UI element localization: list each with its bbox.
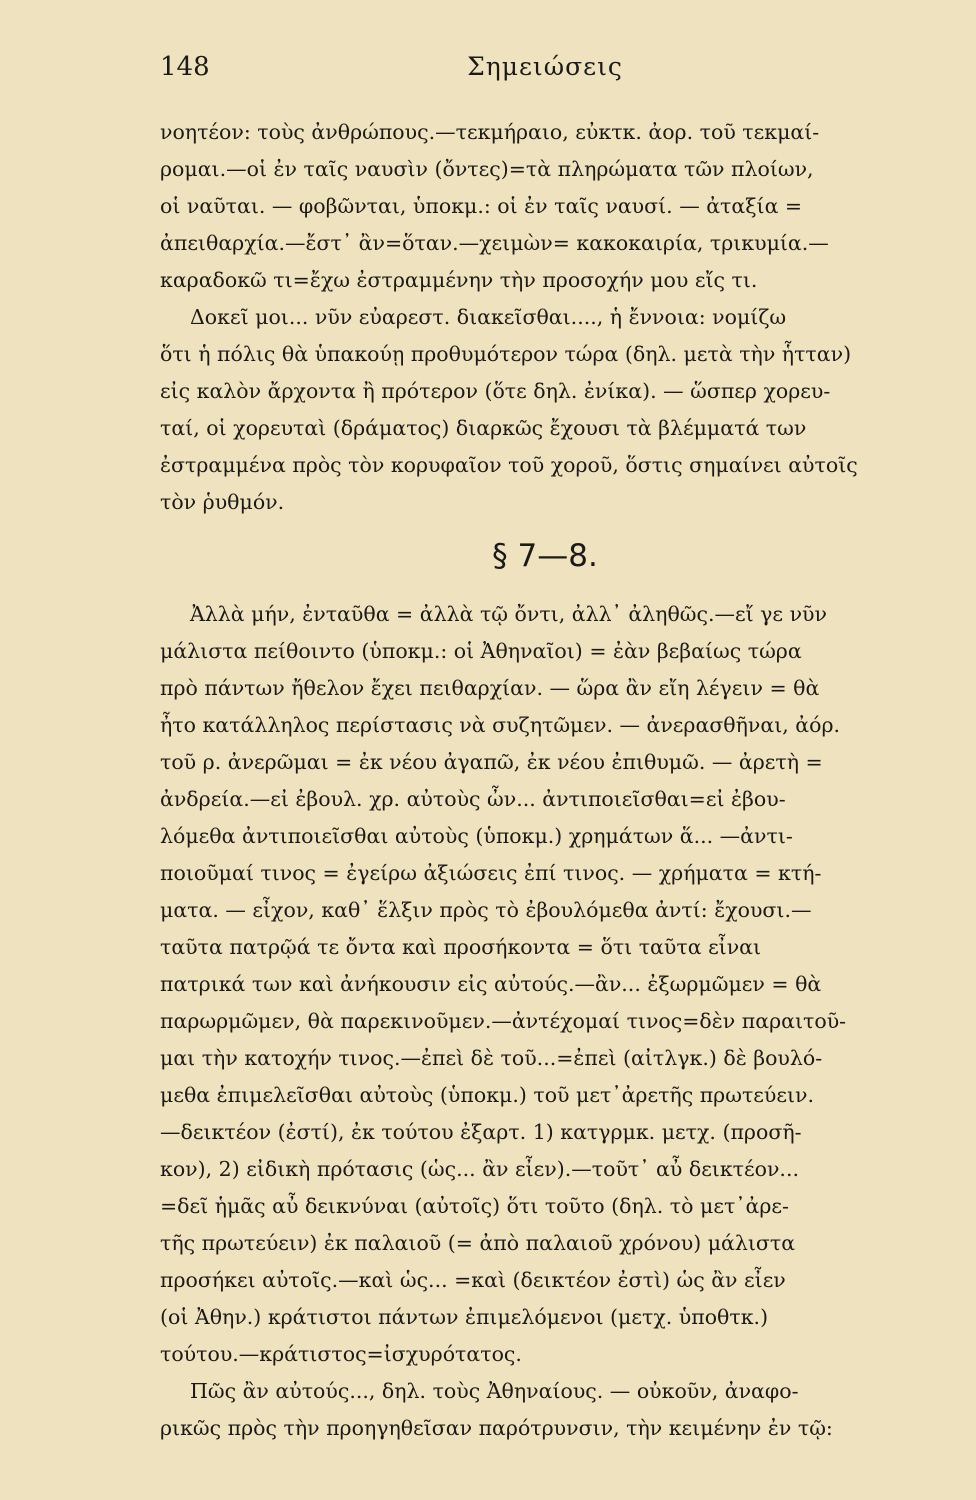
text-line: μεθα ἐπιμελεῖσθαι αὐτοὺς (ὑποκμ.) τοῦ μετ᾽ἀρετῆς πρωτεύειν.: [160, 1083, 815, 1107]
running-header: [160, 52, 930, 88]
text-line: τὸν ῥυθμόν.: [160, 490, 285, 514]
page-body: [160, 114, 930, 1447]
text-line: ταί, οἱ χορευταὶ (δράματος) διαρκῶς ἔχουσι τὰ βλέμματά των: [160, 416, 807, 440]
text-line: προσήκει αὐτοῖς.—καὶ ὡς... =καὶ (δεικτέον ἐστὶ) ὡς ἂν εἶεν: [160, 1268, 786, 1292]
text-line: κον), 2) εἰδικὴ πρότασις (ὡς... ἂν εἶεν).—τοῦτ᾽ αὖ δεικτέον...: [160, 1157, 799, 1181]
text-line: ταῦτα πατρῷά τε ὄντα καὶ προσήκοντα = ὅτι ταῦτα εἶναι: [160, 935, 762, 959]
text-line: ἐστραμμένα πρὸς τὸν κορυφαῖον τοῦ χοροῦ, ὅστις σημαίνει αὐτοῖς: [160, 453, 858, 477]
text-line: Ἀλλὰ μήν, ἐνταῦθα = ἀλλὰ τῷ ὄντι, ἀλλ᾽ ἀληθῶς.—εἴ γε νῦν: [190, 602, 827, 626]
text-line: καραδοκῶ τι=ἔχω ἐστραμμένην τὴν προσοχήν μου εἴς τι.: [160, 268, 758, 292]
text-line: ματα. — εἶχον, καθ᾽ ἕλξιν πρὸς τὸ ἐβουλόμεθα ἀντί: ἔχουσι.—: [160, 898, 812, 922]
text-line: ἀνδρεία.—εἰ ἐβουλ. χρ. αὐτοὺς ὦν... ἀντιποιεῖσθαι=εἰ ἐβου-: [160, 787, 786, 811]
text-line: τούτου.—κράτιστος=ἰσχυρότατος.: [160, 1342, 522, 1366]
text-line: πατρικά των καὶ ἀνήκουσιν εἰς αὐτούς.—ἂν... ἐξωρμῶμεν = θὰ: [160, 972, 822, 996]
text-line: μαι τὴν κατοχήν τινος.—ἐπεὶ δὲ τοῦ...=ἐπεὶ (αἰτλγκ.) δὲ βουλό-: [160, 1046, 823, 1070]
text-line: (οἱ Ἀθην.) κράτιστοι πάντων ἐπιμελόμενοι (μετχ. ὑποθτκ.): [160, 1305, 769, 1329]
text-line: ποιοῦμαί τινος = ἐγείρω ἀξιώσεις ἐπί τινος. — χρήματα = κτή-: [160, 861, 822, 885]
text-line: τοῦ ρ. ἀνερῶμαι = ἐκ νέου ἀγαπῶ, ἐκ νέου ἐπιθυμῶ. — ἀρετὴ =: [160, 750, 823, 774]
text-line: πρὸ πάντων ἤθελον ἔχει πειθαρχίαν. — ὥρα ἂν εἴη λέγειν = θὰ: [160, 676, 820, 700]
running-title: Σημειώσεις: [467, 52, 623, 81]
text-line: Πῶς ἂν αὐτούς..., δηλ. τοὺς Ἀθηναίους. — οὐκοῦν, ἀναφο-: [190, 1379, 799, 1403]
text-line: μάλιστα πείθοιντο (ὑποκμ.: οἱ Ἀθηναῖοι) = ἐὰν βεβαίως τώρα: [160, 639, 802, 663]
text-line: λόμεθα ἀντιποιεῖσθαι αὐτοὺς (ὑποκμ.) χρημάτων ἅ... —ἀντι-: [160, 824, 793, 848]
text-line: τῆς πρωτεύειν) ἐκ παλαιοῦ (= ἀπὸ παλαιοῦ χρόνου) μάλιστα: [160, 1231, 796, 1255]
text-line: οἱ ναῦται. — φοβῶνται, ὑποκμ.: οἱ ἐν ταῖς ναυσί. — ἀταξία =: [160, 194, 803, 218]
text-line: νοητέον: τοὺς ἀνθρώπους.—τεκμήραιο, εὐκτκ. ἀορ. τοῦ τεκμαί-: [160, 120, 820, 144]
text-line: παρωρμῶμεν, θὰ παρεκινοῦμεν.—ἀντέχομαί τινος=δὲν παραιτοῦ-: [160, 1009, 847, 1033]
text-line: Δοκεῖ μοι... νῦν εὐαρεστ. διακεῖσθαι...., ἡ ἔννοια: νομίζω: [190, 305, 787, 329]
text-line: —δεικτέον (ἐστί), ἐκ τούτου ἐξαρτ. 1) κατγρμκ. μετχ. (προσῆ-: [160, 1120, 802, 1144]
page-number: 148: [160, 52, 210, 82]
text-line: εἰς καλὸν ἄρχοντα ἢ πρότερον (ὅτε δηλ. ἐνίκα). — ὥσπερ χορευ-: [160, 379, 831, 403]
text-line: ρομαι.—οἱ ἐν ταῖς ναυσὶν (ὄντες)=τὰ πληρώματα τῶν πλοίων,: [160, 157, 814, 181]
text-line: ρικῶς πρὸς τὴν προηγηθεῖσαν παρότρυνσιν, τὴν κειμένην ἐν τῷ:: [160, 1416, 833, 1440]
text-line: =δεῖ ἡμᾶς αὖ δεικνύναι (αὐτοῖς) ὅτι τοῦτο (δηλ. τὸ μετ᾽ἀρε-: [160, 1194, 789, 1218]
text-line: ἀπειθαρχία.—ἔστ᾽ ἂν=ὅταν.—χειμὼν= κακοκαιρία, τρικυμία.—: [160, 231, 829, 255]
section-heading: § 7—8.: [492, 538, 598, 574]
text-line: ὅτι ἡ πόλις θὰ ὑπακούῃ προθυμότερον τώρα (δηλ. μετὰ τὴν ἧτταν): [160, 342, 852, 366]
text-line: ἦτο κατάλληλος περίστασις νὰ συζητῶμεν. — ἀνερασθῆναι, ἀόρ.: [160, 713, 841, 737]
